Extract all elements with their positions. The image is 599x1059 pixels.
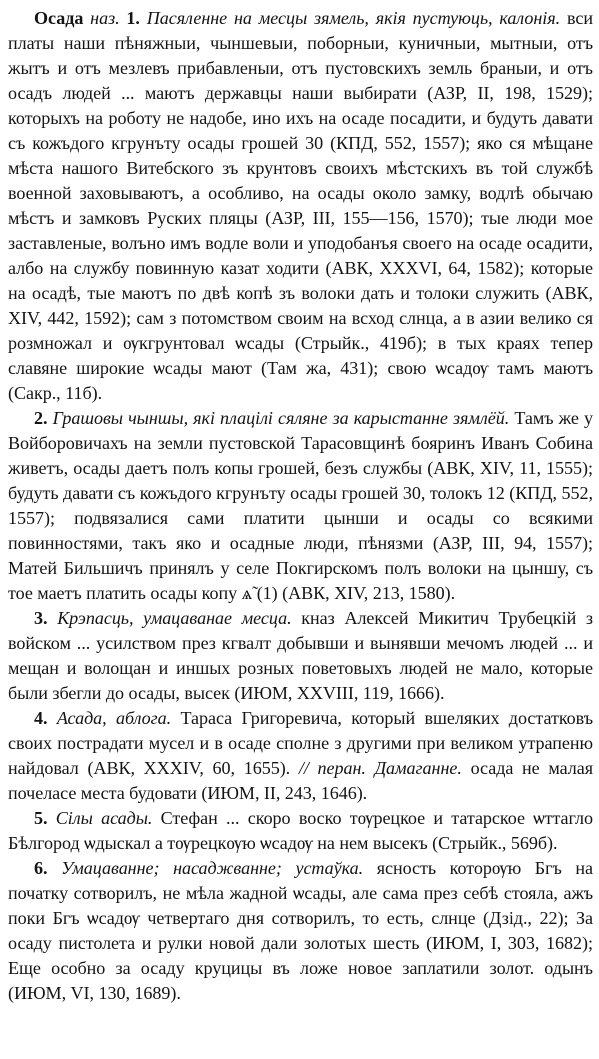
sense-gloss: Сілы асады.	[55, 808, 153, 828]
sense-2	[8, 406, 593, 606]
sense-5	[8, 806, 593, 856]
sense-citations: кназ Алексей Микитич Трубецкій з войском ... усилством през кгвалт добывши и вынявши мечомъ людей ... и мещан и волощан и иншых розных поветовыхъ людей не мало, которые были збегли до осады, высек (ИЮМ, XXVIII, 119, 1666).	[8, 608, 593, 703]
part-of-speech: наз.	[90, 8, 120, 28]
sense-gloss: Пасяленне на месцы зямель, якія пустуюць, калонія.	[146, 8, 561, 28]
subsense-label: // перан.	[298, 758, 366, 778]
sense-number: 2.	[34, 408, 48, 428]
subsense-gloss: Дамаганне.	[374, 758, 462, 778]
sense-citations: ясность которѹю Бгъ на початку сотворилъ, не мѣла жадной ѡсады, але сама през себѣ стояла, ажъ поки Бгъ ѡсадѹ четвертаго дня сотворилъ, то есть, слнце (Дзід., 22); За осаду пистолета и рулки новой дали золотых шесть (ИЮМ, I, 303, 1682); Еще особно за осаду круцицы въ ложе новое заплатили золот. одынъ (ИЮМ, VI, 130, 1689).	[8, 858, 593, 1003]
subsense-citations: осада не малая почеласе места будовати (ИЮМ, II, 243, 1646).	[8, 758, 593, 803]
sense-number: 1.	[126, 8, 140, 28]
sense-3	[8, 606, 593, 706]
sense-number: 6.	[34, 858, 48, 878]
sense-citations: Тамъ же у Войборовичахъ на земли пустовской Тарасовщинѣ бояринъ Иванъ Собина живетъ, осады даетъ полъ копы грошей, безъ службы (АВК, XIV, 11, 1555); будуть давати съ кожъдого кгрунъту осады грошей 30, толокъ 12 (КПД, 552, 1557); подвязалися сами платити цынши и осады со всякими повинностями, такъ яко и осадные люди, пѣнязми (АЗР, III, 94, 1557); Матей Бильшичъ принялъ у селе Покгирскомъ полъ волоки на цыншу, съ тое маетъ платить осады копу ѧ̃ (1) (АВК, XIV, 213, 1580).	[8, 408, 593, 603]
headword: Осада	[34, 8, 84, 28]
sense-gloss: Крэпасць, умацаванае месца.	[57, 608, 292, 628]
sense-citations: Тараса Григоревича, который вшеляких достатковъ своих пострадати мусел и в осаде сполне з другими при великом утрапеню найдовал (АВК, XXXIV, 60, 1655).	[8, 708, 594, 778]
sense-4	[8, 706, 593, 806]
sense-number: 3.	[34, 608, 48, 628]
sense-citations: вси платы наши пѣняжныи, чыншевыи, поборныи, куничныи, мытныи, отъ жытъ и отъ мезлевъ прибавленыи, отъ пустовскихъ земль браныи, и отъ осадъ людей ... маютъ державцы наши выбирати (АЗР, II, 198, 1529); которыхъ на роботу не надобе, ино ихъ на осаде посадити, и будуть давати съ кожъдого кгрунъту осады грошей 30 (КПД, 552, 1557); яко ся мѣщане мѣста нашого Витебского зъ крунтовъ своихъ мѣстскихъ въ той службѣ военной заховываютъ, а особливо, на осады около замку, водлѣ обычаю мѣстъ и замковъ Руских пляцы (АЗР, III, 155—156, 1570); тые люди мое заставленые, волъно имъ водле воли и уподобанъя своего на осаде осадити, албо на службу повинную казат ходити (АВК, XXXVI, 64, 1582); которые на осадѣ, тые маютъ по двѣ копѣ зъ волоки дать и толоки служить (АВК, XIV, 442, 1592); сам з потомством своим на всход слнца, а в азии велико ся розмножал и ѹкгрунтовал ѡсады (Стрыйк., 419б); в тых краях тепер славяне широкие ѡсады мают (Там жа, 431); свою ѡсадѹ тамъ маютъ (Сакр., 11б).	[8, 8, 593, 403]
sense-6	[8, 856, 593, 1006]
sense-gloss: Асада, аблога.	[56, 708, 172, 728]
sense-citations: Стефан ... скоро воско тѹрецкое и татарское ѡттагло Бѣлгород ѡдыскал а тѹрецкѹю ѡсадѹ на нем высекъ (Стрыйк., 569б).	[8, 808, 593, 853]
sense-number: 5.	[34, 808, 48, 828]
sense-number: 4.	[34, 708, 48, 728]
sense-gloss: Грашовы чыншы, які плацілі сяляне за карыстанне зямлёй.	[52, 408, 510, 428]
sense-1	[8, 6, 593, 406]
sense-gloss: Умацаванне; насаджванне; устаўка.	[61, 858, 364, 878]
